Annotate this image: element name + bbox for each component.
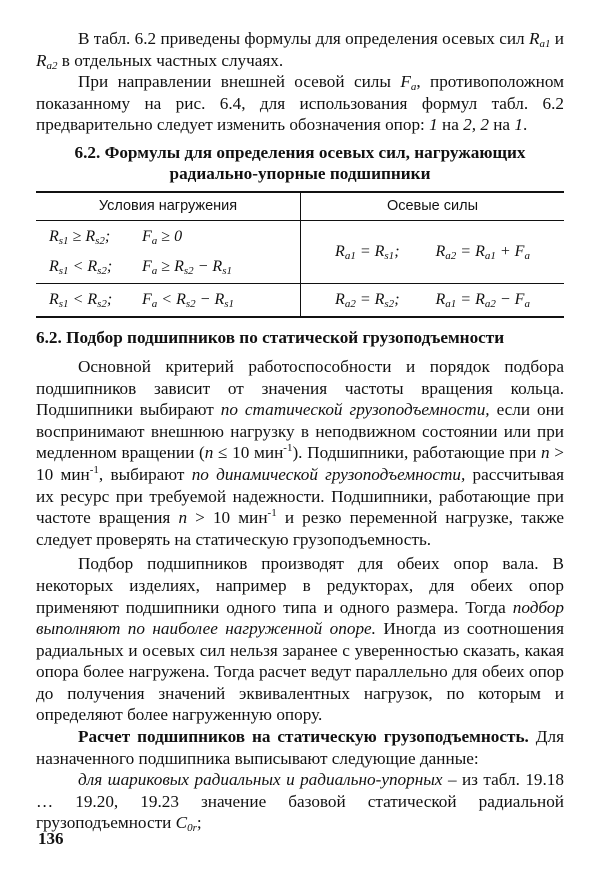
formulas-table bbox=[36, 191, 564, 318]
page bbox=[36, 28, 564, 834]
forces-cell-1 bbox=[301, 220, 565, 283]
section-paragraph-4: для шариковых радиальных и радиально-упорных – из табл. 19.18 … 19.20, 19.23 значение базовой статической радиальной грузоподъемности $C_{0r}$; bbox=[36, 770, 564, 835]
table-title-line-2: радиально-упорные подшипники bbox=[169, 163, 431, 183]
intro-paragraph-1: В табл. 6.2 приведены формулы для определения осевых сил $R_{a1}$ и $R_{a2}$ в отдельных частных случаях. bbox=[36, 29, 564, 72]
forces-cell-2 bbox=[301, 283, 565, 317]
section-paragraph-2: Подбор подшипников производят для обеих опор вала. В некоторых изделиях, например в редукторах, для обеих опор применяют подшипники одного типа и одного размера. Тогда подбор выполняют по наиболее нагруженной опоре. Иногда из соотношения радиальных и осевых сил нельзя заранее с уверенностью сказать, какая опора более нагружена. Тогда расчет ведут параллельно для обеих опор до получения значений эквивалентных нагрузок, по которым и определяют более нагруженную опору. bbox=[36, 554, 564, 725]
table-header-row bbox=[36, 192, 564, 221]
table-title bbox=[36, 142, 564, 184]
column-header-forces: Осевые силы bbox=[301, 192, 565, 221]
conditions-cell-2 bbox=[36, 283, 301, 317]
page-number: 136 bbox=[38, 829, 64, 848]
forces-formula-2: $R_{a2} = R_{s2}$; $R_{a1} = R_{a2} - F_a$ bbox=[335, 290, 530, 310]
section-paragraph-3: Расчет подшипников на статическую грузоподъемность. Для назначенного подшипника выписывают следующие данные: bbox=[36, 727, 564, 768]
conditions-cell-1 bbox=[36, 220, 301, 283]
section-paragraph-1: Основной критерий работоспособности и порядок подбора подшипников зависит от значения частоты вращения кольца. Подшипники выбирают по статической грузоподъемности, если они воспринимают внешнюю нагрузку в неподвижном состоянии или при медленном вращении (n ≤ 10 мин$^{-1}$). Подшипники, работающие при n > 10 мин$^{-1}$, выбирают по динамической грузоподъемности, рассчитывая их ресурс при требуемой надежности. Подшипники, работающие при частоте вращения n > 10 мин$^{-1}$ и резко переменной нагрузке, также следует проверять на статическую грузоподъемность. bbox=[36, 356, 565, 549]
intro-paragraph-2: При направлении внешней осевой силы $F_a$, противоположном показанному на рис. 6.4, для использования формул табл. 6.2 предварительно следует изменить обозначения опор: 1 на 2, 2 на 1. bbox=[36, 72, 564, 135]
table-title-line-1: 6.2. Формулы для определения осевых сил, нагружающих bbox=[74, 142, 526, 162]
condition-line-1: $R_{s1} \ge R_{s2}$; $F_a \ge 0$ bbox=[49, 227, 183, 247]
condition-line-2: $R_{s1} < R_{s2}$; $F_a \ge R_{s2} - R_{s1}$ bbox=[49, 257, 232, 277]
table-row bbox=[36, 283, 564, 317]
section-heading: 6.2. Подбор подшипников по статической грузоподъемности bbox=[36, 327, 505, 347]
column-header-conditions: Условия нагружения bbox=[36, 192, 301, 221]
table-row bbox=[36, 220, 564, 283]
condition-line-3: $R_{s1} < R_{s2}$; $F_a < R_{s2} - R_{s1}$ bbox=[49, 290, 234, 310]
forces-formula-1: $R_{a1} = R_{s1}$; $R_{a2} = R_{a1} + F_a$ bbox=[335, 242, 530, 262]
